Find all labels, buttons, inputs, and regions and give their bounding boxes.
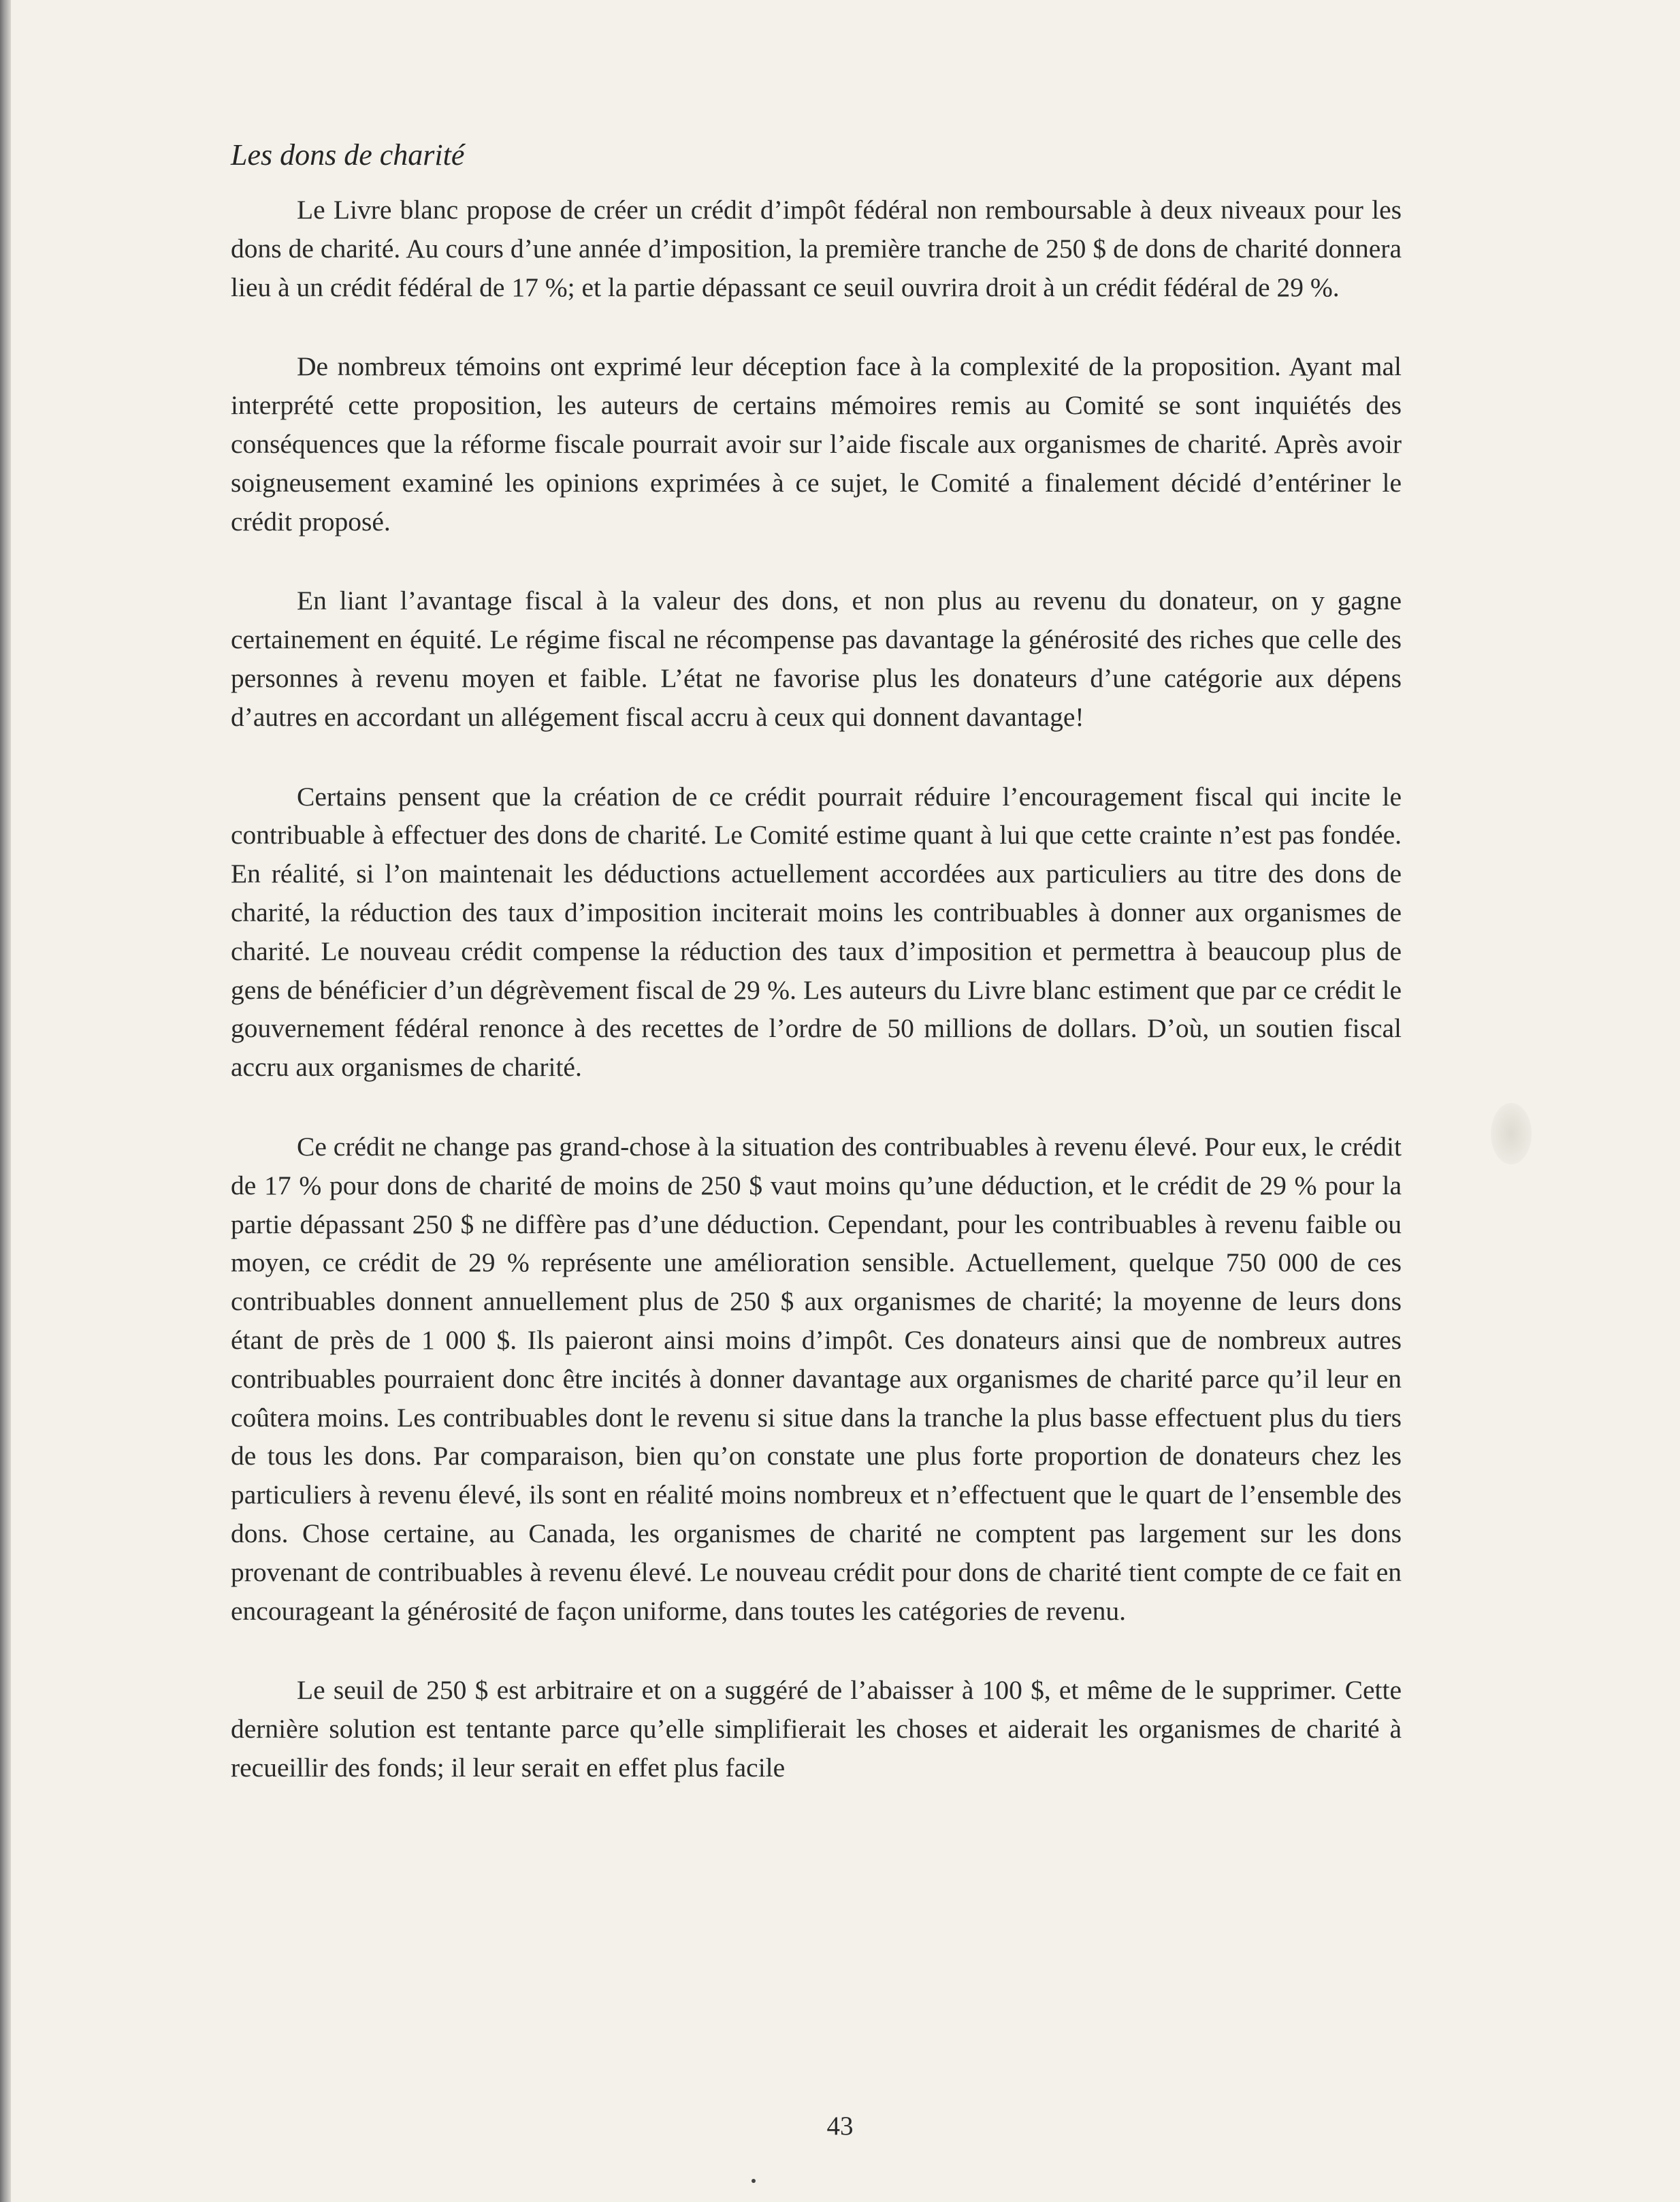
paragraph-3: En liant l’avantage fiscal à la valeur des dons, et non plus au revenu du donateur, on y gagne certainement en équité. Le régime fiscal ne récompense pas davantage la générosité des riches que celle des personnes à revenu moyen et faible. L’état ne favorise plus les donateurs d’une catégorie aux dépens d’autres en accordant un allégement fiscal accru à ceux qui donnent davantage!: [231, 586, 1402, 732]
paragraph-2: De nombreux témoins ont exprimé leur déception face à la complexité de la proposition. Ayant mal interprété cette proposition, les auteurs de certains mémoires remis au Comité se sont inquiétés des conséquences que la réforme fiscale pourrait avoir sur l’aide fiscale aux organismes de charité. Après avoir soigneusement examiné les opinions exprimées à ce sujet, le Comité a finalement décidé d’entériner le crédit proposé.: [231, 351, 1402, 537]
binding-edge: [0, 0, 11, 2202]
paragraph-1: Le Livre blanc propose de créer un crédit d’impôt fédéral non remboursable à deux niveaux pour les dons de charité. Au cours d’une année d’imposition, la première tranche de 250 $ de dons de charité donnera lieu à un crédit fédéral de 17 %; et la partie dépassant ce seuil ouvrira droit à un crédit fédéral de 29 %.: [231, 195, 1402, 302]
scan-shadow: [1491, 1103, 1532, 1164]
page-body: [231, 136, 1402, 1787]
paragraph-5: Ce crédit ne change pas grand-chose à la situation des contribuables à revenu élevé. Pour eux, le crédit de 17 % pour dons de charité de moins de 250 $ vaut moins qu’une déduction, et le crédit de 29 % pour la partie dépassant 250 $ ne diffère pas d’une déduction. Cependant, pour les contribuables à revenu faible ou moyen, ce crédit de 29 % représente une amélioration sensible. Actuellement, quelque 750 000 de ces contribuables donnent annuellement plus de 250 $ aux organismes de charité; la moyenne de leurs dons étant de près de 1 000 $. Ils paieront ainsi moins d’impôt. Ces donateurs ainsi que de nombreux autres contribuables pourraient donc être incités à donner davantage aux organismes de charité parce qu’il leur en coûtera moins. Les contribuables dont le revenu si situe dans la tranche la plus basse effectuent plus du tiers de tous les dons. Par comparaison, bien qu’on constate une plus forte proportion de donateurs chez les particuliers à revenu élevé, ils sont en réalité moins nombreux et n’effectuent que le quart de l’ensemble des dons. Chose certaine, au Canada, les organismes de charité ne comptent pas largement sur les dons provenant de contribuables à revenu élevé. Le nouveau crédit pour dons de charité tient compte de ce fait en encourageant la générosité de façon uniforme, dans toutes les catégories de revenu.: [231, 1131, 1402, 1626]
paragraph-4: Certains pensent que la création de ce crédit pourrait réduire l’encouragement fiscal qui incite le contribuable à effectuer des dons de charité. Le Comité estime quant à lui que cette crainte n’est pas fondée. En réalité, si l’on maintenait les déductions actuellement accordées aux particuliers au titre des dons de charité, la réduction des taux d’imposition inciterait moins les contribuables à donner aux organismes de charité. Le nouveau crédit compense la réduction des taux d’imposition et permettra à beaucoup plus de gens de bénéficier d’un dégrèvement fiscal de 29 %. Les auteurs du Livre blanc estiment que par ce crédit le gouvernement fédéral renonce à des recettes de l’ordre de 50 millions de dollars. D’où, un soutien fiscal accru aux organismes de charité.: [231, 781, 1402, 1083]
paragraph-6: Le seuil de 250 $ est arbitraire et on a suggéré de l’abaisser à 100 $, et même de le supprimer. Cette dernière solution est tentante parce qu’elle simplifierait les choses et aiderait les organismes de charité à recueillir des fonds; il leur serait en effet plus facile: [231, 1675, 1402, 1783]
page-number: 43: [826, 2111, 854, 2141]
scan-speck: [752, 2179, 756, 2183]
section-title: Les dons de charité: [231, 138, 465, 172]
